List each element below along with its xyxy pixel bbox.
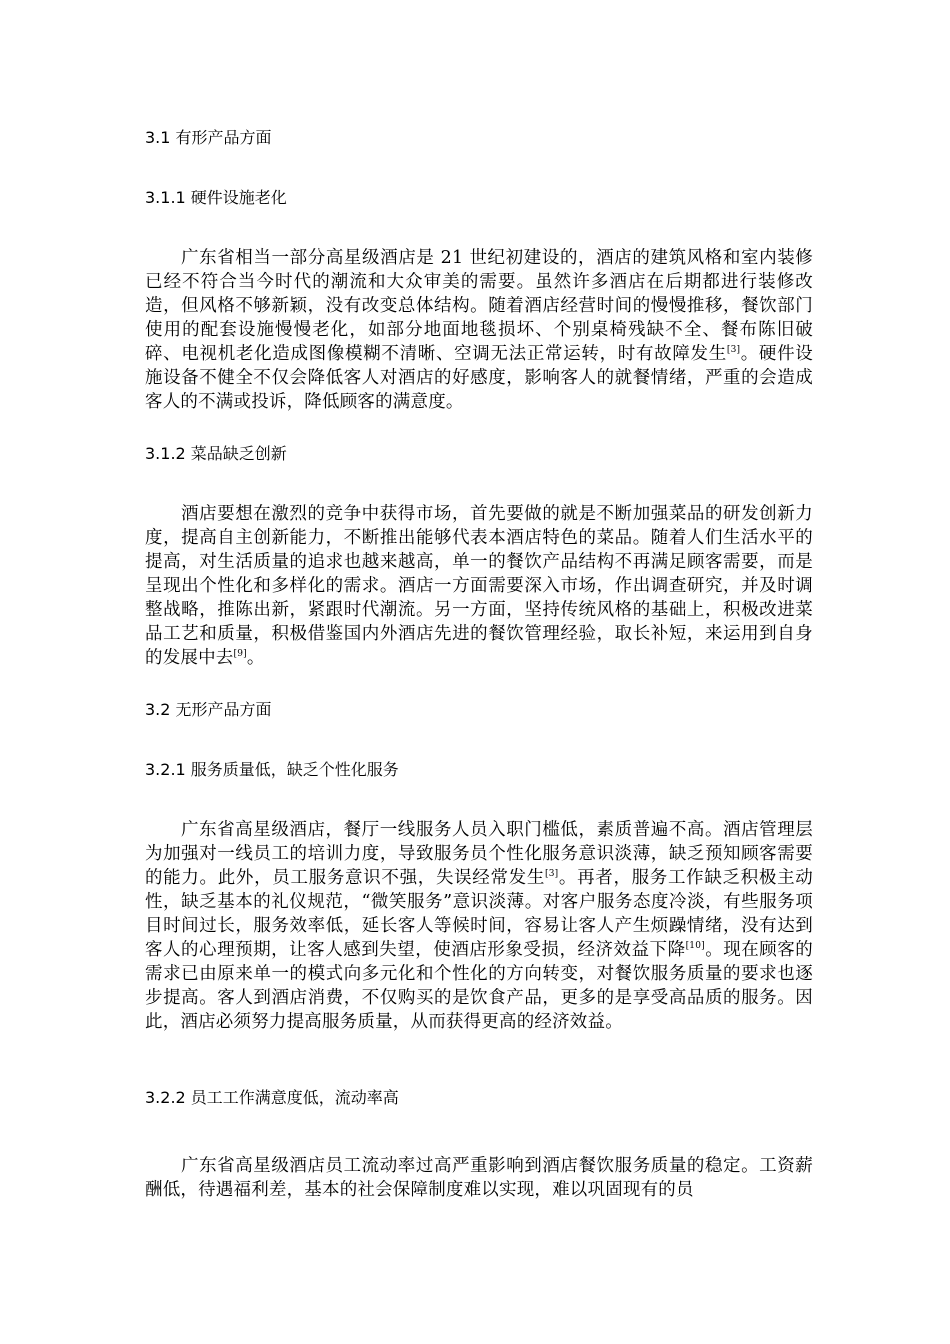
paragraph-text: 。再者，服务工作缺乏积极主动性，缺乏基本的礼仪规范，“微笑服务”意识淡薄。对客户服务态度冷淡，有些服务项目时间过长，服务效率低，延长客人等候时间，容易让客人产生烦躁情绪，没有达到客人的心理预期，让客人感到失望，使酒店形象受损，经济效益下降 [145, 868, 813, 960]
paragraph-3-1-2 [145, 502, 813, 670]
heading-3-1: 3.1 有形产品方面 [145, 128, 272, 147]
paragraph-text: 广东省高星级酒店，餐厅一线服务人员入职门槛低，素质普遍不高。酒店管理层为加强对一线员工的培训力度，导致服务员个性化服务意识淡薄，缺乏预知顾客需要的能力。此外，员工服务意识不强，失误经常发生 [145, 820, 813, 888]
citation: [10] [685, 941, 705, 952]
paragraph-3-1-1 [145, 246, 813, 414]
heading-3-2-2: 3.2.2 员工工作满意度低，流动率高 [145, 1088, 399, 1107]
citation: [3] [726, 345, 741, 356]
heading-3-1-2: 3.1.2 菜品缺乏创新 [145, 444, 287, 463]
citation: [3] [545, 869, 559, 880]
paragraph-text: 。现在顾客的需求已由原来单一的模式向多元化和个性化的方向转变，对餐饮服务质量的要求也逐步提高。客人到酒店消费，不仅购买的是饮食产品，更多的是享受高品质的服务。因此，酒店必须努力提高服务质量，从而获得更高的经济效益。 [145, 940, 813, 1032]
paragraph-3-2-1 [145, 818, 813, 1034]
paragraph-3-2-2: 广东省高星级酒店员工流动率过高严重影响到酒店餐饮服务质量的稳定。工资薪酬低，待遇福利差，基本的社会保障制度难以实现，难以巩固现有的员 [145, 1156, 813, 1200]
heading-3-2: 3.2 无形产品方面 [145, 700, 272, 719]
paragraph-text: 广东省相当一部分高星级酒店是 21 世纪初建设的，酒店的建筑风格和室内装修已经不符合当今时代的潮流和大众审美的需要。虽然许多酒店在后期都进行装修改造，但风格不够新颖，没有改变总体结构。随着酒店经营时间的慢慢推移，餐饮部门使用的配套设施慢慢老化，如部分地面地毯损坏、个别桌椅残缺不全、餐布陈旧破碎、电视机老化造成图像模糊不清晰、空调无法正常运转，时有故障发生 [145, 248, 813, 364]
heading-3-1-1: 3.1.1 硬件设施老化 [145, 188, 287, 207]
heading-3-2-1: 3.2.1 服务质量低，缺乏个性化服务 [145, 760, 399, 779]
citation: [9] [233, 649, 247, 660]
paragraph-text: 。 [246, 648, 265, 668]
paragraph-text: 。硬件设施设备不健全不仅会降低客人对酒店的好感度，影响客人的就餐情绪，严重的会造成客人的不满或投诉，降低顾客的满意度。 [145, 344, 813, 412]
paragraph-text: 酒店要想在激烈的竞争中获得市场，首先要做的就是不断加强菜品的研发创新力度，提高自主创新能力，不断推出能够代表本酒店特色的菜品。随着人们生活水平的提高，对生活质量的追求也越来越高，单一的餐饮产品结构不再满足顾客需要，而是呈现出个性化和多样化的需求。酒店一方面需要深入市场，作出调查研究，并及时调整战略，推陈出新，紧跟时代潮流。另一方面，坚持传统风格的基础上，积极改进菜品工艺和质量，积极借鉴国内外酒店先进的餐饮管理经验，取长补短，来运用到自身的发展中去 [145, 504, 813, 668]
